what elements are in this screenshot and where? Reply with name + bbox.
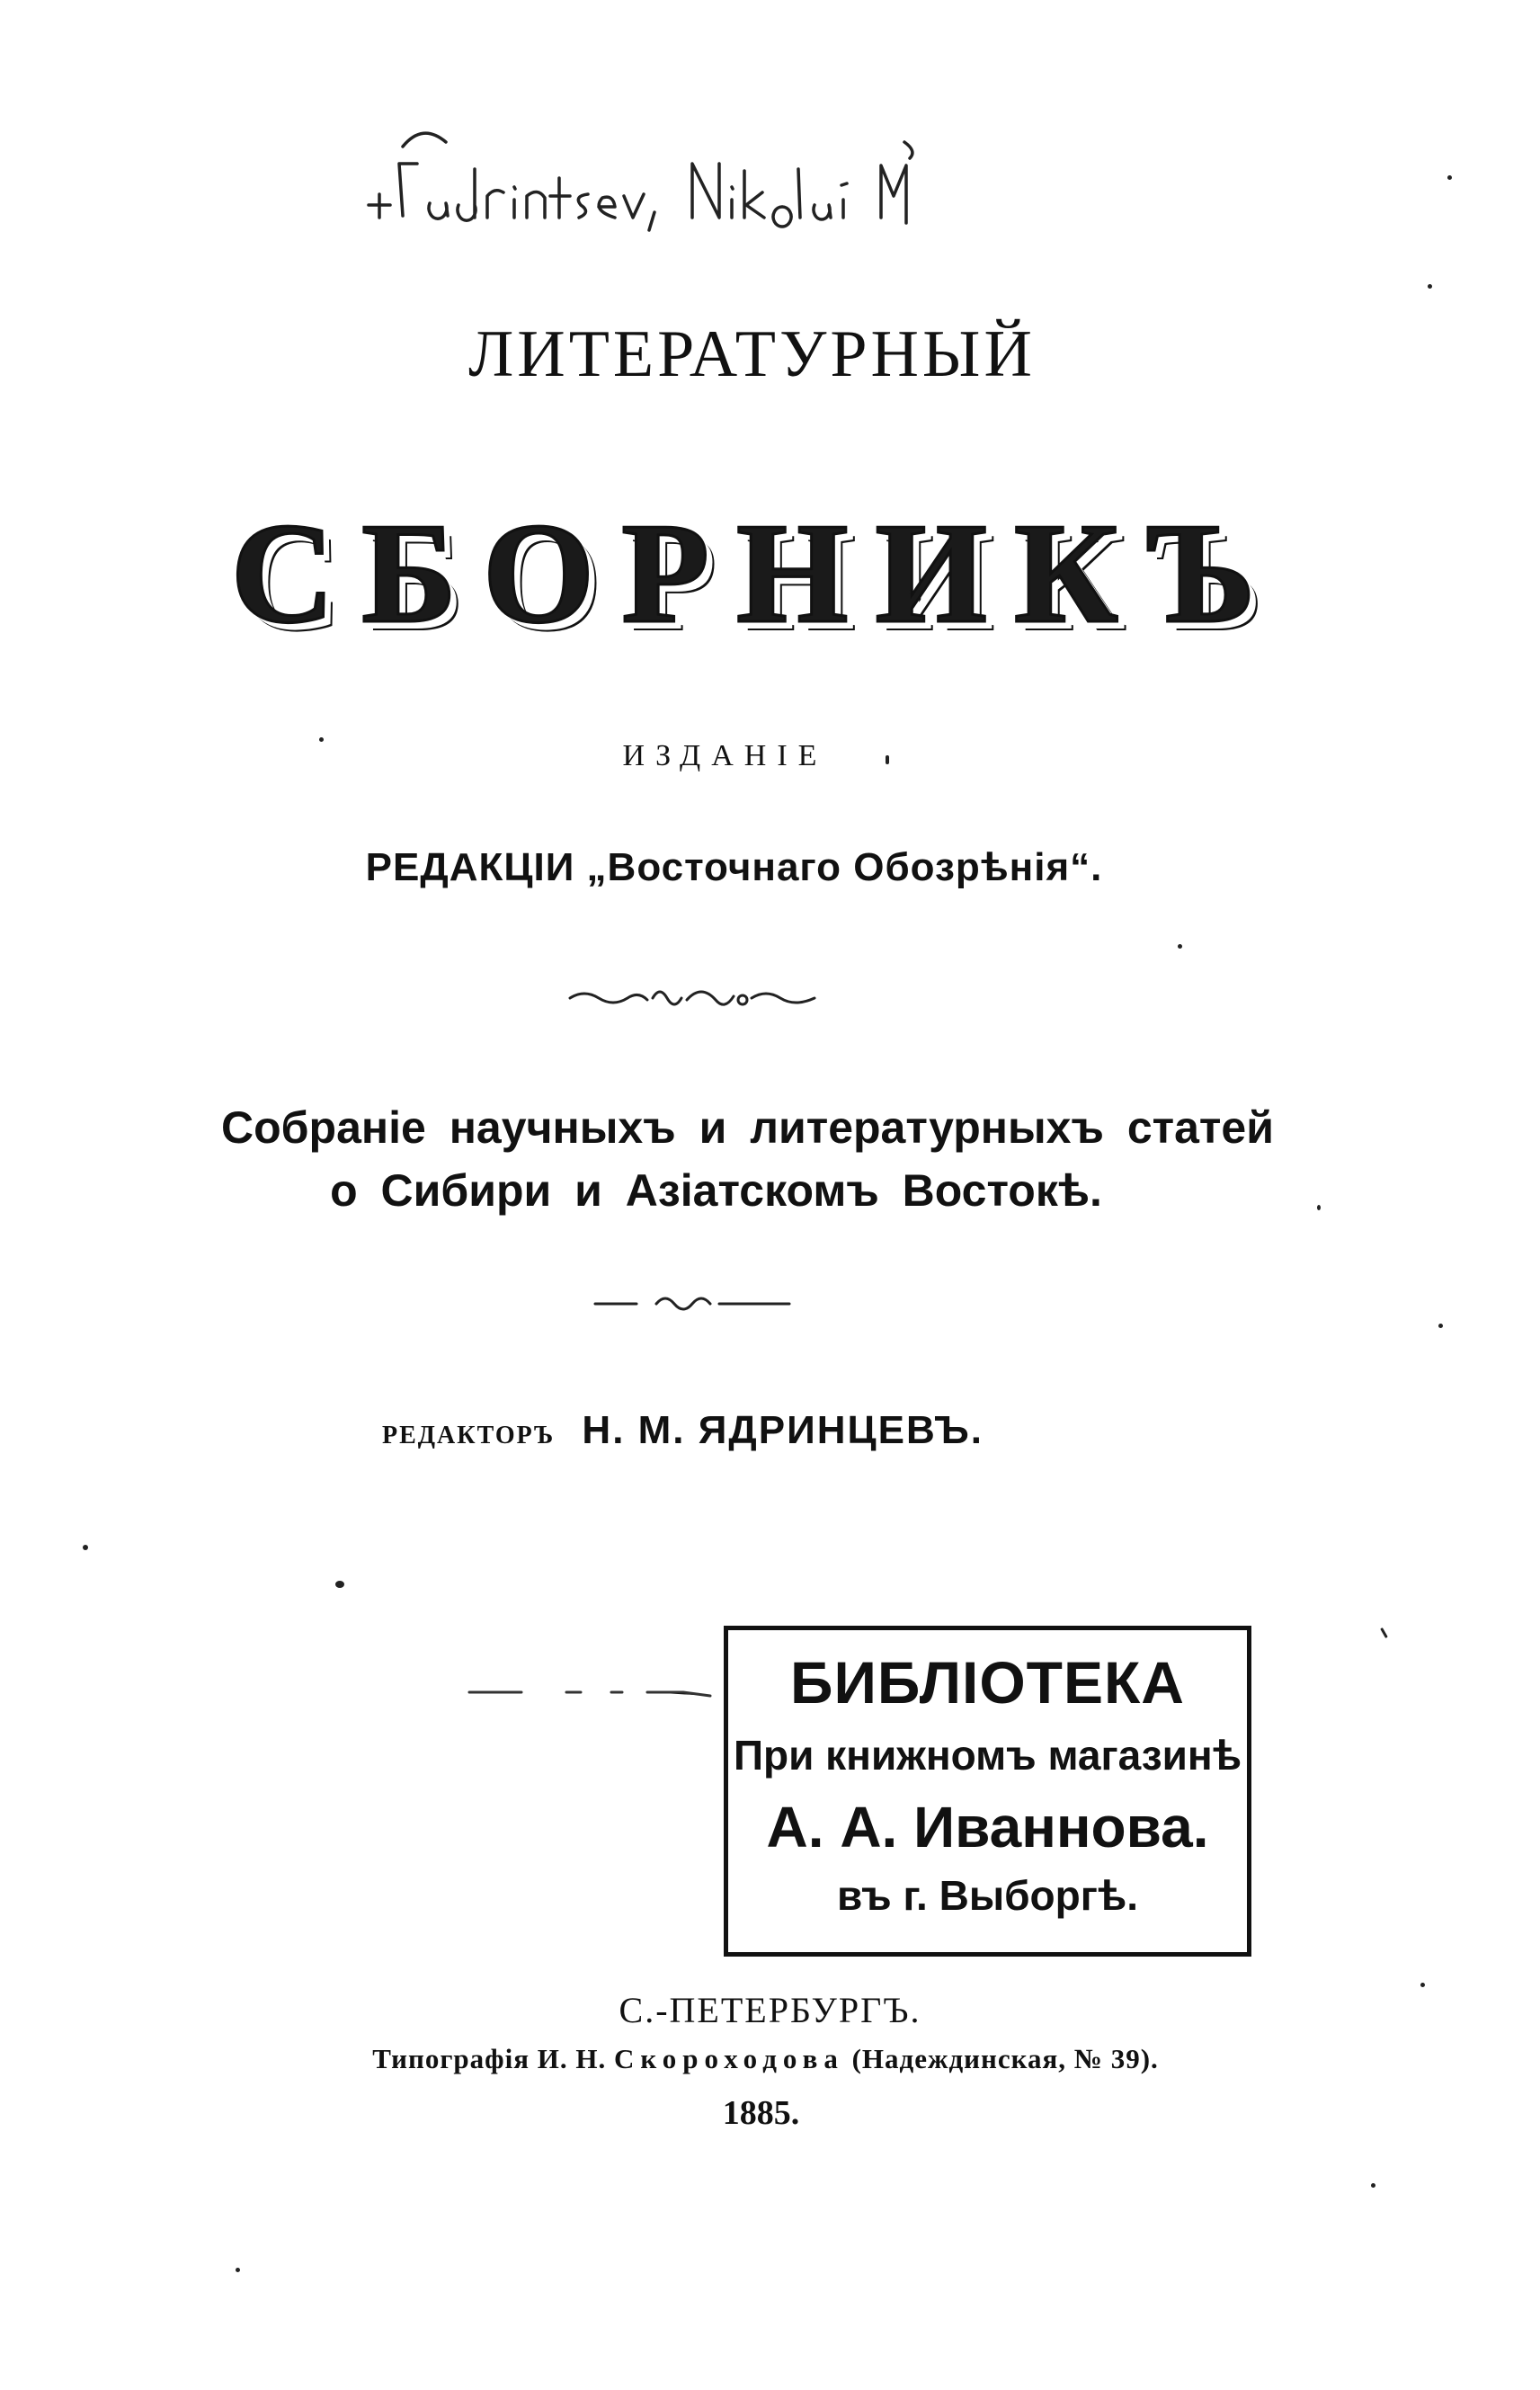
subtitle-line-1: Собраніе научныхъ и литературныхъ статей: [221, 1102, 1274, 1153]
scan-speck: [1438, 1324, 1443, 1328]
scan-speck: [1428, 284, 1432, 289]
imprint-year: 1885.: [722, 2094, 800, 2132]
scan-speck: [1178, 944, 1182, 949]
imprint-printer: [0, 2043, 1536, 2075]
decorative-ornament-flourish: [566, 980, 818, 1016]
editor-name: Н. М. ЯДРИНЦЕВЪ.: [582, 1408, 984, 1452]
scan-speck: [319, 737, 324, 742]
stamp-line-4: въ г. Выборгѣ.: [837, 1872, 1138, 1919]
scan-speck: [236, 2268, 240, 2272]
decorative-divider-ornament: [593, 1290, 791, 1317]
printer-prefix: Типографія И. Н.: [372, 2043, 607, 2074]
scan-speck: [1447, 175, 1452, 180]
stamp-leader-dashes: [467, 1683, 728, 1701]
printer-name: Скороходова: [613, 2043, 844, 2074]
handwritten-annotation: [360, 106, 1079, 250]
stamp-line-1: БИБЛІОТЕКА: [790, 1649, 1185, 1716]
title-line-1: ЛИТЕРАТУРНЫЙ: [468, 317, 1036, 391]
scan-speck: [1380, 1628, 1388, 1638]
edition-label: ИЗДАНІЕ: [622, 739, 828, 772]
scan-speck: [1317, 1205, 1321, 1210]
scan-speck: [1371, 2183, 1375, 2188]
printer-address: (Надеждинская, № 39).: [851, 2043, 1159, 2074]
scan-speck: [335, 1581, 344, 1588]
editor-label: РЕДАКТОРЪ: [382, 1422, 556, 1449]
subtitle-line-2: о Сибири и Азіатскомъ Востокѣ.: [330, 1165, 1102, 1216]
editor-line: [382, 1408, 984, 1453]
imprint-city: С.-ПЕТЕРБУРГЪ.: [619, 1990, 921, 2030]
scan-speck: [83, 1545, 88, 1550]
scan-speck: [1420, 1983, 1425, 1987]
scan-speck: [886, 755, 889, 764]
stamp-line-2: При книжномъ магазинѣ: [733, 1732, 1242, 1779]
library-stamp: [724, 1626, 1251, 1957]
stamp-line-3: А. А. Иваннова.: [766, 1795, 1209, 1859]
title-line-2: СБОРНИКЪ: [230, 493, 1283, 653]
publisher-line: РЕДАКЦІИ „Восточнаго Обозрѣнія“.: [365, 845, 1103, 889]
